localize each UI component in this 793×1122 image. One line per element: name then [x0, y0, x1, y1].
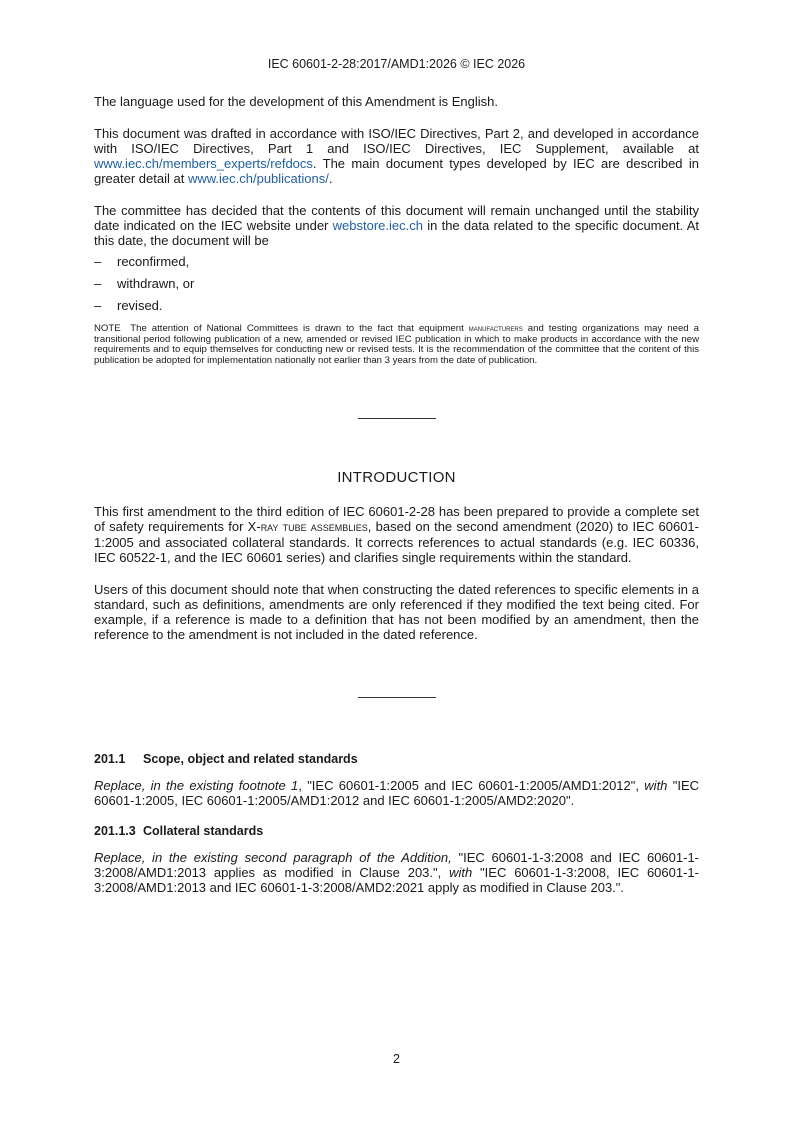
- language-paragraph: The language used for the development of this Amendment is English.: [94, 94, 498, 109]
- introduction-title: INTRODUCTION: [337, 469, 456, 487]
- list-item-text: reconfirmed,: [117, 254, 190, 269]
- instruction-italic: with: [644, 778, 668, 794]
- intro-smallcaps-term: ray tube assemblies: [260, 520, 368, 535]
- webstore-link[interactable]: webstore.iec.ch: [332, 218, 423, 233]
- stability-text-2: in the data related to the specific document. At this date, the document will be: [94, 218, 700, 248]
- instruction-italic: Replace, in the existing footnote 1: [94, 778, 299, 794]
- drafting-text-2: . The main document types developed by IEC are described in greater detail at: [94, 156, 699, 186]
- drafting-paragraph: [94, 126, 699, 186]
- instruction-text: "IEC 60601-1-3:2008, IEC 60601-1-3:2008/AMD1:2013 and IEC 60601-1-3:2008/AMD2:2021 apply as modified in Clause 203.".: [94, 865, 699, 896]
- clause-instruction: [94, 778, 699, 808]
- instruction-text: , "IEC 60601-1:2005 and IEC 60601-1:2005/AMD1:2012",: [298, 778, 645, 794]
- clause-instruction: [94, 850, 699, 895]
- instruction-italic: with: [449, 865, 473, 881]
- clause-heading: [94, 824, 699, 838]
- list-item: [94, 254, 699, 269]
- clause-number: 201.1: [94, 752, 126, 767]
- list-item: [94, 276, 699, 291]
- dash-marker: –: [94, 254, 102, 269]
- stability-text-1: The committee has decided that the contents of this document will remain unchanged until the stability date indicated on the IEC website under: [94, 203, 699, 233]
- clause-heading: [94, 752, 699, 766]
- clause-number: 201.1.3: [94, 824, 136, 839]
- drafting-text-3: .: [328, 171, 333, 186]
- page-body: [94, 94, 699, 895]
- introduction-paragraph-2: Users of this document should note that when constructing the dated references to specific elements in a standard, such as definitions, amendments are only referenced if they modified the text being cited. For example, if a reference is made to a definition that has not been modified by an amendment, then the reference to the amendment is not included in the dated reference.: [94, 582, 699, 643]
- dash-marker: –: [94, 298, 102, 313]
- dash-marker: –: [94, 276, 102, 291]
- note-paragraph: [94, 323, 699, 366]
- publications-link[interactable]: www.iec.ch/publications/: [187, 171, 329, 186]
- introduction-paragraph-1: [94, 504, 699, 565]
- instruction-text: "IEC 60601-1-3:2008 and IEC 60601-1-3:2008/AMD1:2013 applies as modified in Clause 203.",: [94, 850, 700, 881]
- list-item-text: withdrawn, or: [117, 276, 195, 291]
- running-header: IEC 60601-2-28:2017/AMD1:2026 © IEC 2026: [267, 57, 526, 71]
- note-smallcaps-term: manufacturers: [468, 323, 523, 333]
- instruction-text: "IEC 60601-1:2005, IEC 60601-1:2005/AMD1:2012 and IEC 60601-1:2005/AMD2:2020".: [94, 778, 700, 809]
- intro-text-2: , based on the second amendment (2020) to IEC 60601-1:2005 and associated collateral standards. It corrects references to actual standards (e.g. IEC 60336, IEC 60522-1, and the IEC 60601 series) and clarifies single requirements within the standard.: [94, 519, 699, 566]
- note-text-2: and testing organizations may need a transitional period following publication of a new, amended or revised IEC publication in which to make products in accordance with the new requirements and to equip themselves for conducting new or revised tests. It is the recommendation of the committee that the content of this publication be adopted for implementation nationally not earlier than 3 years from the date of publication.: [94, 323, 699, 366]
- page-number: 2: [393, 1052, 400, 1066]
- list-item-text: revised.: [117, 298, 163, 313]
- clause-title: Scope, object and related standards: [143, 752, 358, 767]
- refdocs-link[interactable]: www.iec.ch/members_experts/refdocs: [94, 156, 313, 171]
- intro-text-1: This first amendment to the third edition of IEC 60601-2-28 has been prepared to provide a complete set of safety requirements for X-: [94, 504, 699, 535]
- instruction-italic: Replace, in the existing second paragraph of the Addition,: [94, 850, 452, 866]
- outcome-list: [94, 254, 699, 313]
- note-text-1: NOTE The attention of National Committees is drawn to the fact that equipment: [94, 323, 469, 334]
- clause-title: Collateral standards: [143, 824, 264, 839]
- drafting-text-1: This document was drafted in accordance with ISO/IEC Directives, Part 2, and developed in accordance with ISO/IEC Directives, Part 1 and ISO/IEC Directives, IEC Supplement, available at: [94, 126, 699, 156]
- list-item: [94, 298, 699, 313]
- stability-paragraph: [94, 203, 699, 248]
